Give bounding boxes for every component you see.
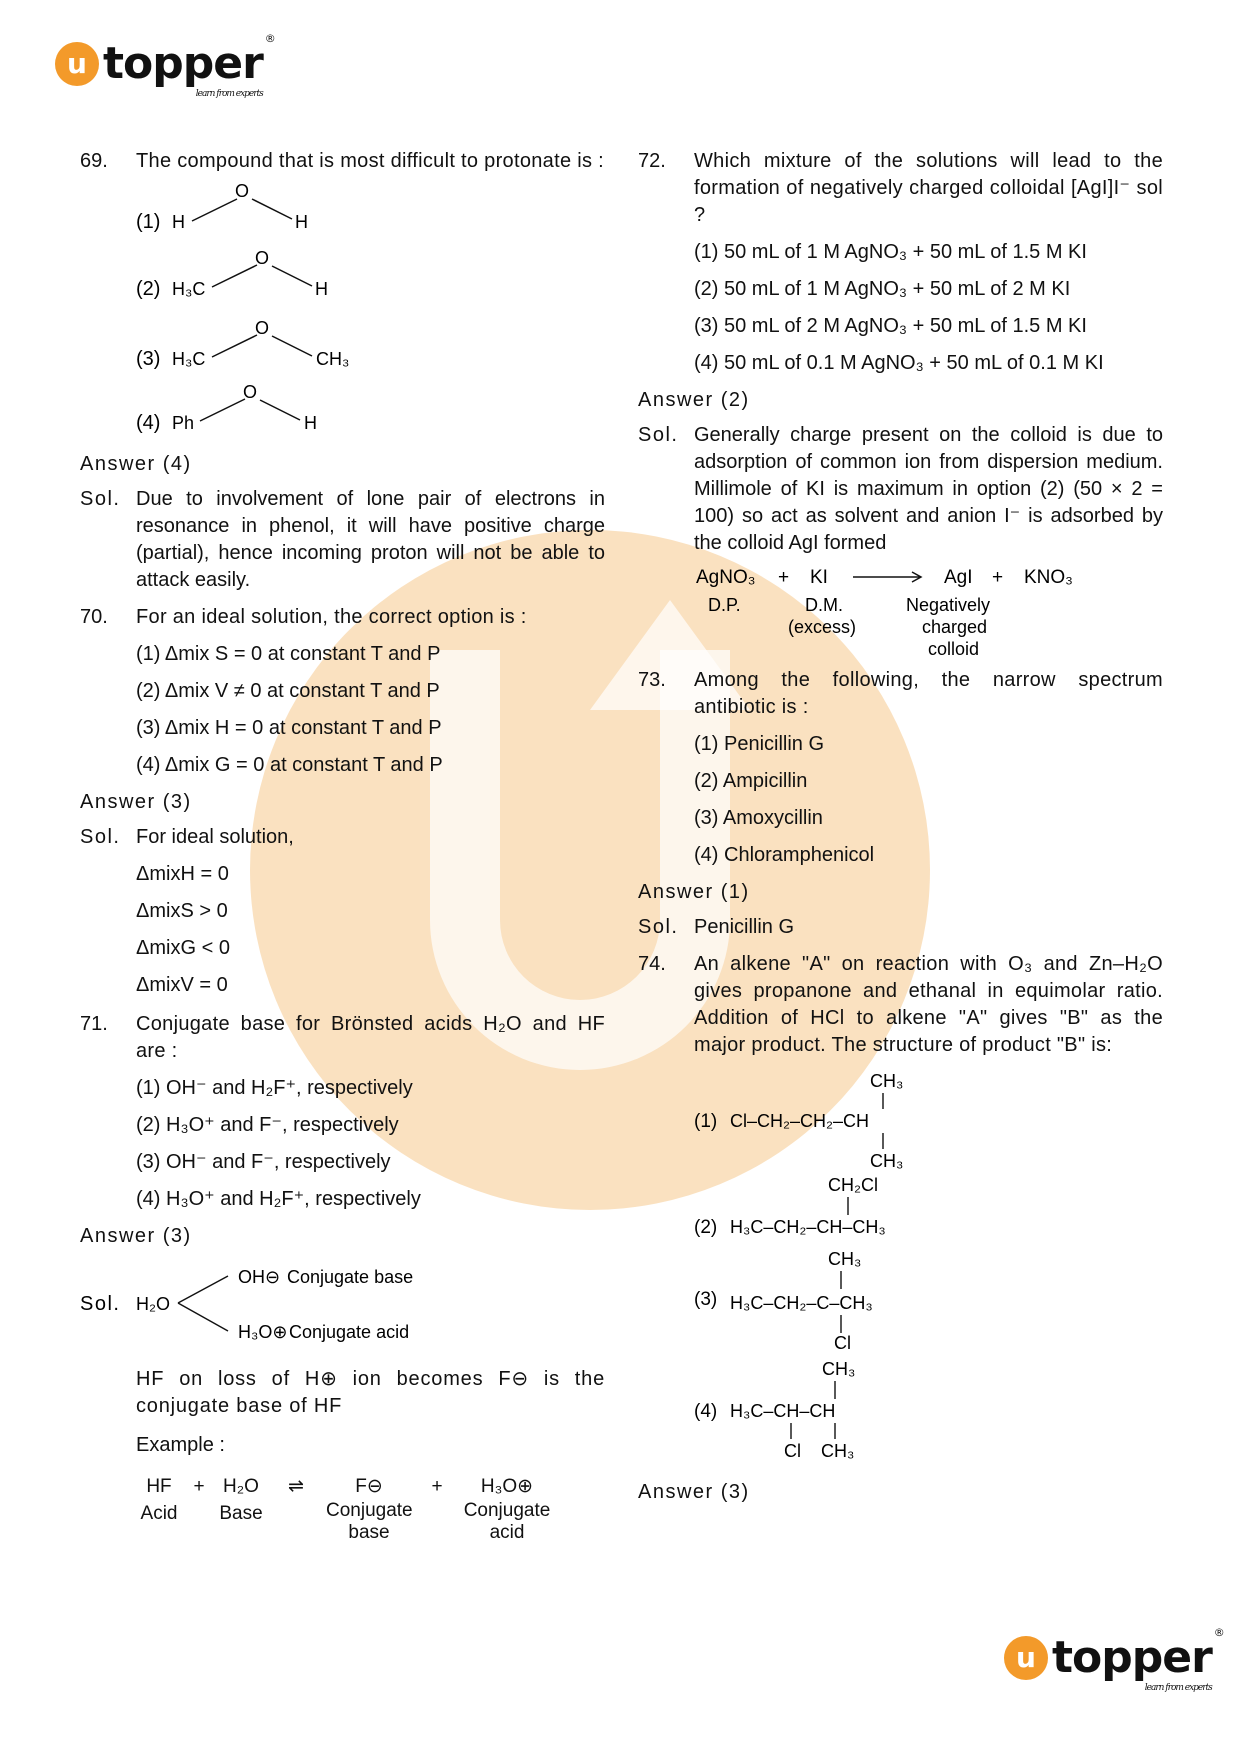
svg-text:(2): (2) [694,1217,718,1238]
example-term: H₃O⊕ Conjugate acid [463,1476,551,1543]
question-73 [638,667,1163,721]
question-70 [80,604,605,631]
svg-text:(4): (4) [694,1401,718,1422]
question-text: Which mixture of the solutions will lead to the formation of negatively charged colloidal [AgI]I⁻ sol ? [694,150,1163,226]
right-column [638,148,1163,1512]
svg-text:O: O [255,318,270,338]
svg-text:CH₂Cl: CH₂Cl [828,1175,878,1195]
answer-71: Answer (3) [80,1225,192,1247]
answer-70: Answer (3) [80,791,192,813]
svg-text:D.M.: D.M. [805,595,843,615]
solution-69 [80,486,605,594]
header-logo [55,32,275,99]
question-number: 70. [80,606,108,628]
solution-text: Generally charge present on the colloid is due to adsorption of common ion from dispersion medium. Millimole of KI is maximum in option (2) (50 × 2 = 100) so act as solvent and anion I⁻ is adsorbed by the colloid AgI formed [694,424,1163,554]
svg-text:KI: KI [810,567,828,588]
logo-tagline: learn from experts [1144,1683,1212,1693]
svg-text:H₃C–CH₂–CH–CH₃: H₃C–CH₂–CH–CH₃ [730,1217,886,1237]
left-column [80,148,605,1544]
ether-structure-1 [80,181,605,249]
question-text: The compound that is most difficult to protonate is : [136,150,604,172]
example-term: + [431,1476,443,1497]
svg-text:D.P.: D.P. [708,595,741,615]
svg-text:CH₃: CH₃ [828,1249,862,1269]
svg-text:H: H [295,212,308,232]
question-71 [80,1011,605,1065]
q69-option-3 [80,315,605,381]
svg-text:CH₃: CH₃ [316,349,350,369]
svg-text:(3): (3) [694,1289,718,1310]
sol71-example-label: Example : [136,1434,225,1456]
solution-73 [638,914,1163,941]
svg-text:(2): (2) [136,278,161,300]
sol71-hf-text: HF on loss of H⊕ ion becomes F⊖ is the conjugate base of HF [136,1368,605,1417]
answer-74: Answer (3) [638,1481,750,1503]
sol71-example-equation [80,1473,605,1544]
solution-label: Sol. [80,826,121,848]
footer-logo [1004,1626,1224,1693]
svg-text:(excess): (excess) [788,617,857,637]
q73-option-1: (1) Penicillin G [694,733,825,755]
question-69 [80,148,605,175]
q74-option-1 [638,1065,1163,1169]
svg-text:H₃O⊕: H₃O⊕ [238,1322,288,1342]
question-number: 72. [638,150,666,172]
q70-option-3: (3) Δmix H = 0 at constant T and P [136,717,442,739]
svg-text:CH₃: CH₃ [821,1441,855,1461]
logo-text: topper [1052,1632,1212,1683]
sol70-line-1: ΔmixH = 0 [136,863,229,885]
logo-registered: ® [1213,1626,1224,1639]
q72-option-2: (2) 50 mL of 1 M AgNO₃ + 50 mL of 2 M KI [694,278,1071,300]
svg-text:Conjugate acid: Conjugate acid [289,1322,410,1342]
solution-label: Sol. [638,424,679,446]
question-text: Among the following, the narrow spectrum antibiotic is : [694,669,1163,718]
q70-option-4: (4) Δmix G = 0 at constant T and P [136,754,443,776]
svg-text:Cl: Cl [834,1333,851,1353]
logo-icon: u [55,42,99,86]
solution-text: Due to involvement of lone pair of electrons in resonance in phenol, it will have positive charge (partial), hence incoming proton will not be able to attack easily. [136,488,605,591]
q74-option-4 [638,1353,1163,1469]
answer-72: Answer (2) [638,389,750,411]
q74-option-3 [638,1243,1163,1353]
sol71-branch-diagram [80,1256,605,1352]
ether-structure-4 [80,381,605,445]
svg-text:(4): (4) [136,412,161,434]
q69-option-2 [80,249,605,315]
svg-text:CH₃: CH₃ [822,1359,856,1379]
svg-text:+: + [992,567,1004,588]
svg-text:Cl: Cl [784,1441,801,1461]
sol70-line-3: ΔmixG < 0 [136,937,230,959]
q69-option-1 [80,181,605,249]
solution-label: Sol. [80,488,121,510]
svg-text:+: + [778,567,790,588]
example-term: HF Acid [140,1476,178,1524]
q73-option-2: (2) Ampicillin [694,770,808,792]
svg-text:AgNO₃: AgNO₃ [696,567,756,588]
question-number: 73. [638,669,666,691]
question-number: 74. [638,953,666,975]
question-72 [638,148,1163,229]
svg-text:H: H [315,279,328,299]
svg-text:H₃C–CH–CH: H₃C–CH–CH [730,1401,836,1421]
solution-text: Penicillin G [694,916,795,938]
svg-text:O: O [243,382,258,402]
example-term: + [193,1476,205,1497]
svg-text:H₃C–CH₂–C–CH₃: H₃C–CH₂–C–CH₃ [730,1293,873,1313]
ether-structure-3 [80,315,605,381]
svg-text:colloid: colloid [928,639,980,657]
solution-70 [80,824,605,851]
svg-text:O: O [255,249,270,268]
q70-option-1: (1) Δmix S = 0 at constant T and P [136,643,441,665]
q73-option-3: (3) Amoxycillin [694,807,823,829]
example-term: H₂O Base [219,1476,263,1524]
sol70-line-4: ΔmixV = 0 [136,974,228,996]
svg-text:Conjugate base: Conjugate base [287,1267,414,1287]
solution-text: For ideal solution, [136,826,294,848]
svg-text:(3): (3) [136,348,161,370]
ether-structure-2 [80,249,605,315]
q72-option-4: (4) 50 mL of 0.1 M AgNO₃ + 50 mL of 0.1 M KI [694,352,1104,374]
q72-option-1: (1) 50 mL of 1 M AgNO₃ + 50 mL of 1.5 M KI [694,241,1087,263]
svg-text:KNO₃: KNO₃ [1024,567,1073,588]
logo-icon: u [1004,1636,1048,1680]
svg-text:Negatively: Negatively [906,595,991,615]
svg-text:(1): (1) [694,1111,718,1132]
answer-73: Answer (1) [638,881,750,903]
sol72-reaction [638,561,1163,657]
svg-text:OH⊖: OH⊖ [238,1267,281,1287]
q74-option-2 [638,1169,1163,1243]
svg-text:H: H [172,212,185,232]
question-text: Conjugate base for Brönsted acids H₂O and HF are : [136,1013,605,1062]
solution-72 [638,422,1163,557]
svg-text:Ph: Ph [172,413,195,433]
q70-option-2: (2) Δmix V ≠ 0 at constant T and P [136,680,440,702]
logo-registered: ® [264,32,275,45]
svg-text:Sol.: Sol. [80,1293,121,1315]
q71-option-1: (1) OH⁻ and H₂F⁺, respectively [136,1077,413,1099]
svg-text:charged: charged [922,617,988,637]
q73-option-4: (4) Chloramphenicol [694,844,875,866]
svg-text:(1): (1) [136,211,161,233]
q71-option-2: (2) H₃O⁺ and F⁻, respectively [136,1114,399,1136]
question-number: 71. [80,1013,108,1035]
q71-option-3: (3) OH⁻ and F⁻, respectively [136,1151,391,1173]
answer-69: Answer (4) [80,453,192,475]
svg-text:H: H [304,413,317,433]
svg-text:CH₃: CH₃ [870,1151,904,1169]
svg-text:H₃C: H₃C [172,279,206,299]
example-term: ⇌ [288,1476,304,1497]
svg-text:CH₃: CH₃ [870,1071,904,1091]
question-text: For an ideal solution, the correct option is : [136,606,527,628]
svg-text:O: O [235,181,250,201]
example-term: F⊖ Conjugate base [326,1476,413,1543]
svg-text:H₃C: H₃C [172,349,206,369]
q72-option-3: (3) 50 mL of 2 M AgNO₃ + 50 mL of 1.5 M KI [694,315,1087,337]
question-number: 69. [80,150,108,172]
logo-text: topper [103,38,263,89]
logo-tagline: learn from experts [195,89,263,99]
svg-text:AgI: AgI [944,567,973,588]
q69-options [80,181,605,445]
q69-option-4 [80,381,605,445]
solution-label: Sol. [638,916,679,938]
svg-text:H₂O: H₂O [136,1294,170,1314]
svg-text:Cl–CH₂–CH₂–CH: Cl–CH₂–CH₂–CH [730,1111,869,1131]
question-text: An alkene "A" on reaction with O₃ and Zn–H₂O gives propanone and ethanal in equimolar ratio. Addition of HCl to alkene "A" gives "B" as the major product. The structure of product "B" is: [694,953,1163,1056]
question-74 [638,951,1163,1059]
q71-option-4: (4) H₃O⁺ and H₂F⁺, respectively [136,1188,421,1210]
sol70-line-2: ΔmixS > 0 [136,900,228,922]
